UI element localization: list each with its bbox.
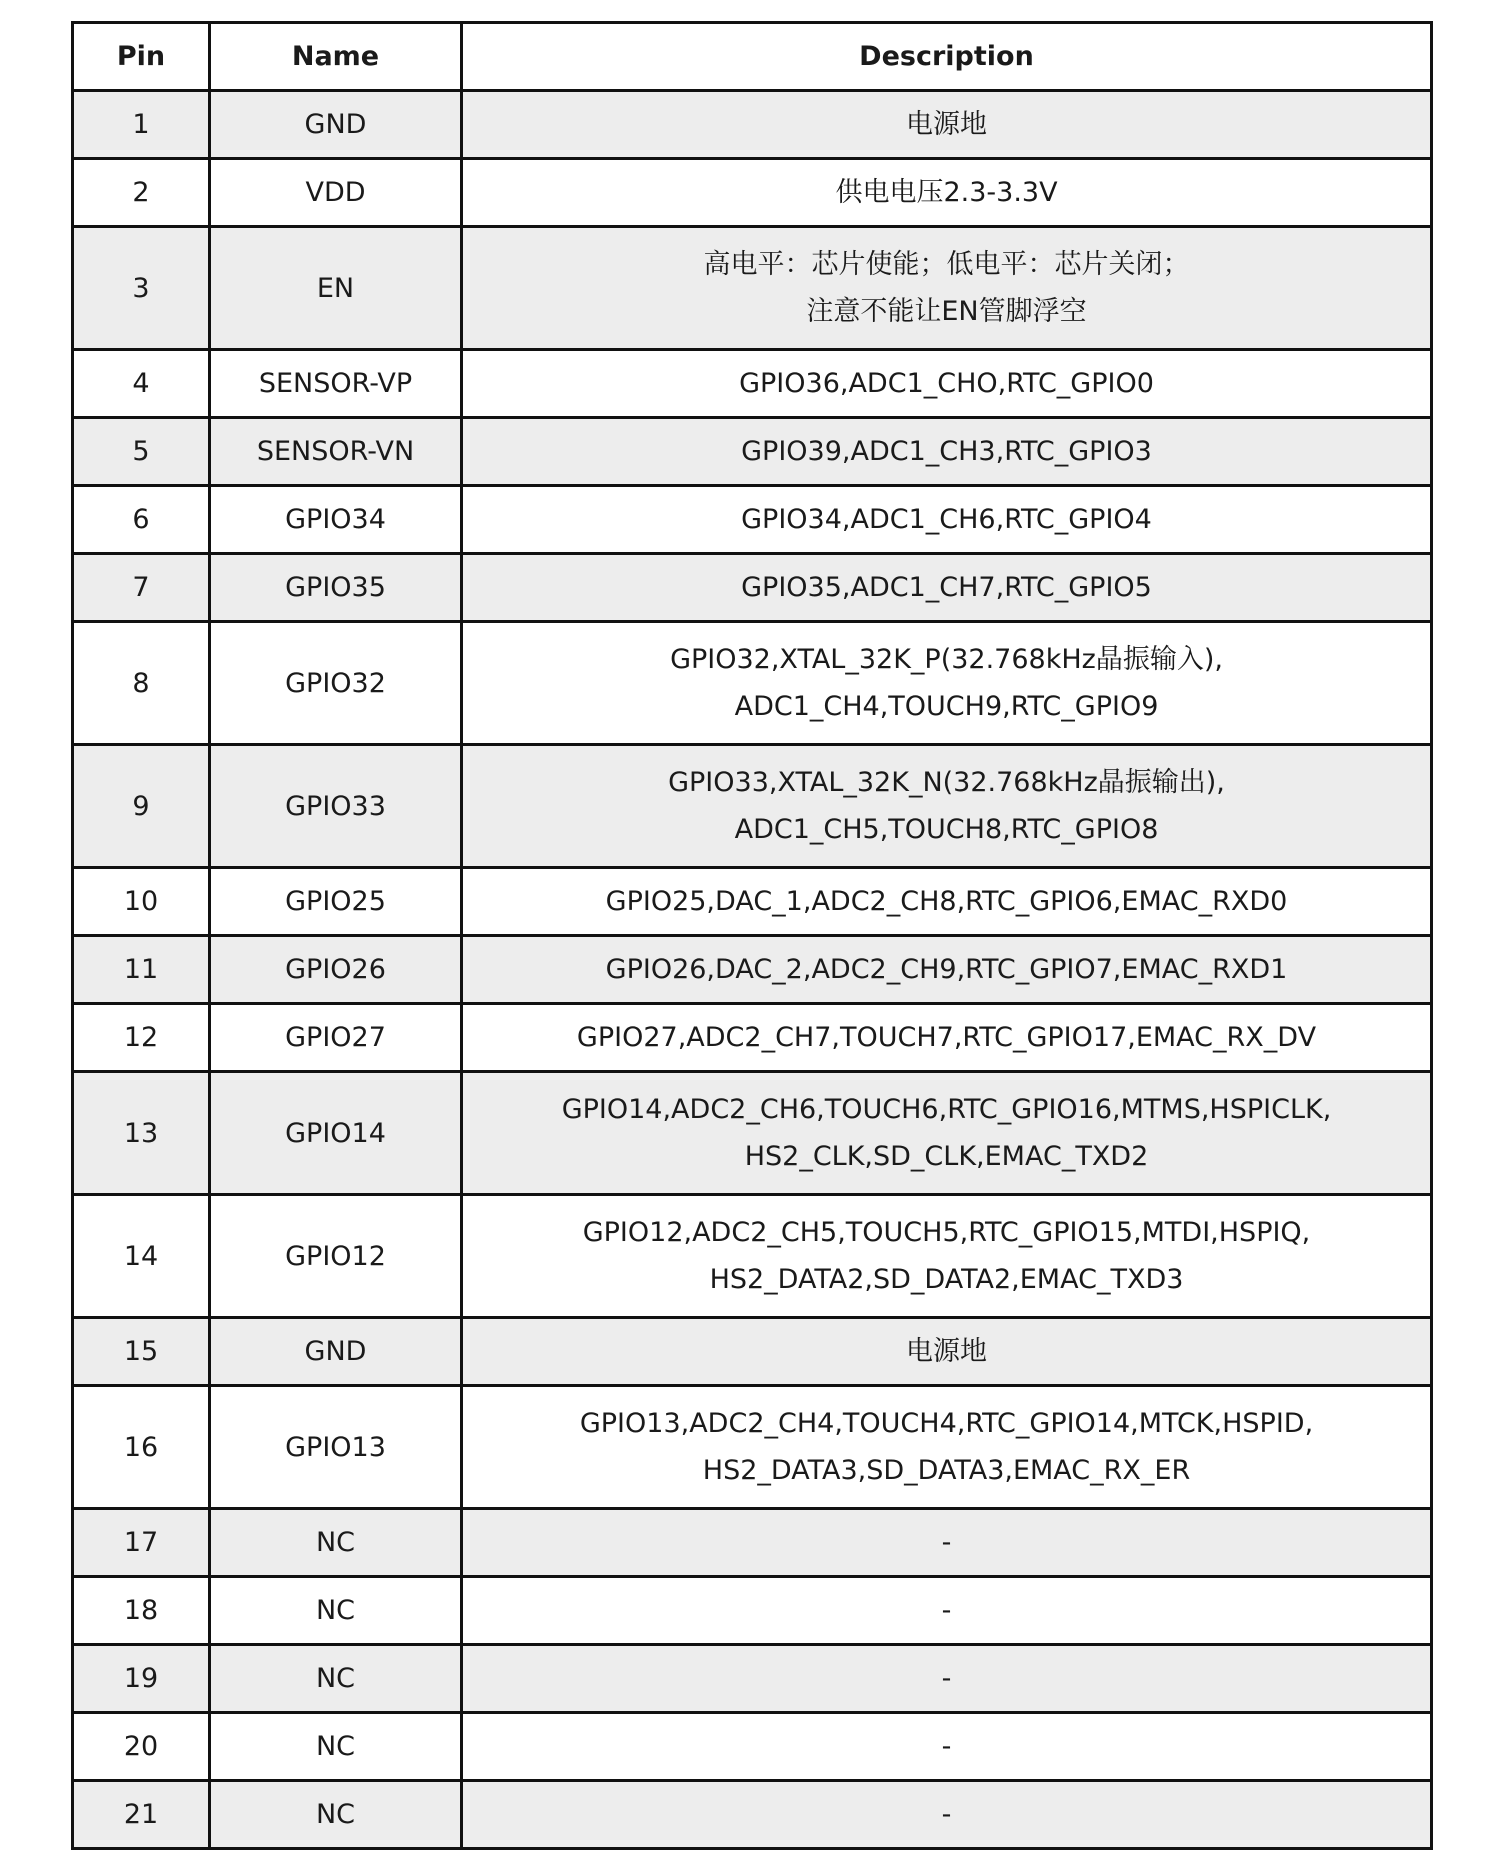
description-line: HS2_DATA3,SD_DATA3,EMAC_RX_ER bbox=[702, 1455, 1191, 1486]
table-row bbox=[73, 1577, 1432, 1645]
pin-name-cell: GND bbox=[210, 1318, 462, 1386]
table-row bbox=[73, 554, 1432, 622]
pin-description-cell bbox=[462, 1318, 1432, 1386]
pin-number-cell: 5 bbox=[73, 418, 210, 486]
pin-description-cell bbox=[462, 554, 1432, 622]
pin-description-cell bbox=[462, 1645, 1432, 1713]
description-line: 注意不能让EN管脚浮空 bbox=[806, 296, 1087, 327]
pin-name-cell: GPIO14 bbox=[210, 1072, 462, 1195]
pin-description-cell bbox=[462, 1004, 1432, 1072]
description-line: 电源地 bbox=[906, 1336, 987, 1367]
pin-description-cell bbox=[462, 936, 1432, 1004]
table-body bbox=[73, 91, 1432, 1849]
pin-name-cell: NC bbox=[210, 1577, 462, 1645]
table-header-row bbox=[73, 23, 1432, 91]
pin-name-cell: SENSOR-VN bbox=[210, 418, 462, 486]
pin-number-cell: 8 bbox=[73, 622, 210, 745]
pin-description-cell bbox=[462, 868, 1432, 936]
pin-name-cell: NC bbox=[210, 1713, 462, 1781]
pin-description-cell bbox=[462, 1509, 1432, 1577]
pin-name-cell: EN bbox=[210, 227, 462, 350]
pin-number-cell: 21 bbox=[73, 1781, 210, 1849]
description-line: GPIO25,DAC_1,ADC2_CH8,RTC_GPIO6,EMAC_RXD0 bbox=[605, 886, 1288, 917]
pin-name-cell: GPIO34 bbox=[210, 486, 462, 554]
description-line: - bbox=[941, 1663, 952, 1694]
description-line: GPIO35,ADC1_CH7,RTC_GPIO5 bbox=[741, 572, 1152, 603]
table-row bbox=[73, 1072, 1432, 1195]
pin-name-cell: GPIO27 bbox=[210, 1004, 462, 1072]
description-line: GPIO26,DAC_2,ADC2_CH9,RTC_GPIO7,EMAC_RXD1 bbox=[605, 954, 1288, 985]
description-line: HS2_CLK,SD_CLK,EMAC_TXD2 bbox=[744, 1141, 1149, 1172]
pin-name-cell: GPIO33 bbox=[210, 745, 462, 868]
pin-name-cell: NC bbox=[210, 1781, 462, 1849]
pin-name-cell: GPIO12 bbox=[210, 1195, 462, 1318]
pin-description-cell bbox=[462, 486, 1432, 554]
description-line: - bbox=[941, 1595, 952, 1626]
pin-description-cell bbox=[462, 1072, 1432, 1195]
description-line: 电源地 bbox=[906, 109, 987, 140]
header-name: Name bbox=[210, 23, 462, 91]
table-row bbox=[73, 1645, 1432, 1713]
pin-number-cell: 14 bbox=[73, 1195, 210, 1318]
pin-number-cell: 20 bbox=[73, 1713, 210, 1781]
pin-name-cell: NC bbox=[210, 1645, 462, 1713]
pin-name-cell: GPIO26 bbox=[210, 936, 462, 1004]
description-line: - bbox=[941, 1731, 952, 1762]
pin-description-cell bbox=[462, 159, 1432, 227]
pin-description-cell bbox=[462, 1781, 1432, 1849]
pin-description-cell bbox=[462, 1713, 1432, 1781]
description-line: 供电电压2.3-3.3V bbox=[835, 177, 1058, 208]
pin-name-cell: NC bbox=[210, 1509, 462, 1577]
pin-number-cell: 17 bbox=[73, 1509, 210, 1577]
pin-description-cell bbox=[462, 91, 1432, 159]
pin-name-cell: SENSOR-VP bbox=[210, 350, 462, 418]
description-line: - bbox=[941, 1527, 952, 1558]
description-line: GPIO33,XTAL_32K_N(32.768kHz晶振输出), bbox=[668, 767, 1225, 798]
table-row bbox=[73, 1195, 1432, 1318]
description-line: GPIO27,ADC2_CH7,TOUCH7,RTC_GPIO17,EMAC_RX_DV bbox=[576, 1022, 1317, 1053]
header-pin: Pin bbox=[73, 23, 210, 91]
pin-description-table bbox=[71, 21, 1433, 1850]
table-row bbox=[73, 159, 1432, 227]
pin-number-cell: 15 bbox=[73, 1318, 210, 1386]
table-row bbox=[73, 227, 1432, 350]
table-row bbox=[73, 1781, 1432, 1849]
pin-description-cell bbox=[462, 745, 1432, 868]
pin-description-cell bbox=[462, 1577, 1432, 1645]
table-row bbox=[73, 486, 1432, 554]
pin-number-cell: 9 bbox=[73, 745, 210, 868]
description-line: GPIO14,ADC2_CH6,TOUCH6,RTC_GPIO16,MTMS,HSPICLK, bbox=[561, 1094, 1332, 1125]
description-line: GPIO39,ADC1_CH3,RTC_GPIO3 bbox=[741, 436, 1152, 467]
pin-number-cell: 11 bbox=[73, 936, 210, 1004]
header-description: Description bbox=[462, 23, 1432, 91]
table-row bbox=[73, 350, 1432, 418]
description-line: GPIO34,ADC1_CH6,RTC_GPIO4 bbox=[741, 504, 1152, 535]
table-row bbox=[73, 1509, 1432, 1577]
description-line: HS2_DATA2,SD_DATA2,EMAC_TXD3 bbox=[709, 1264, 1184, 1295]
pin-number-cell: 7 bbox=[73, 554, 210, 622]
pin-name-cell: GPIO25 bbox=[210, 868, 462, 936]
pin-number-cell: 4 bbox=[73, 350, 210, 418]
pin-description-cell bbox=[462, 1195, 1432, 1318]
table-row bbox=[73, 91, 1432, 159]
pin-name-cell: GND bbox=[210, 91, 462, 159]
pin-number-cell: 10 bbox=[73, 868, 210, 936]
description-line: - bbox=[941, 1799, 952, 1830]
table-row bbox=[73, 936, 1432, 1004]
pin-number-cell: 12 bbox=[73, 1004, 210, 1072]
description-line: ADC1_CH4,TOUCH9,RTC_GPIO9 bbox=[734, 691, 1159, 722]
table-row bbox=[73, 1318, 1432, 1386]
pin-name-cell: GPIO35 bbox=[210, 554, 462, 622]
pin-name-cell: VDD bbox=[210, 159, 462, 227]
table-row bbox=[73, 622, 1432, 745]
pin-description-cell bbox=[462, 227, 1432, 350]
pin-description-cell bbox=[462, 1386, 1432, 1509]
pin-description-cell bbox=[462, 418, 1432, 486]
description-line: GPIO13,ADC2_CH4,TOUCH4,RTC_GPIO14,MTCK,HSPID, bbox=[579, 1408, 1314, 1439]
table-row bbox=[73, 745, 1432, 868]
table-row bbox=[73, 418, 1432, 486]
document-page bbox=[71, 21, 1430, 1850]
table-row bbox=[73, 1713, 1432, 1781]
table-row bbox=[73, 1386, 1432, 1509]
description-line: GPIO32,XTAL_32K_P(32.768kHz晶振输入), bbox=[670, 644, 1223, 675]
pin-description-cell bbox=[462, 622, 1432, 745]
description-line: GPIO36,ADC1_CHO,RTC_GPIO0 bbox=[739, 368, 1154, 399]
pin-number-cell: 2 bbox=[73, 159, 210, 227]
description-line: 高电平：芯片使能；低电平：芯片关闭； bbox=[703, 249, 1190, 280]
pin-number-cell: 6 bbox=[73, 486, 210, 554]
pin-number-cell: 3 bbox=[73, 227, 210, 350]
pin-number-cell: 19 bbox=[73, 1645, 210, 1713]
description-line: GPIO12,ADC2_CH5,TOUCH5,RTC_GPIO15,MTDI,HSPIQ, bbox=[582, 1217, 1311, 1248]
pin-name-cell: GPIO13 bbox=[210, 1386, 462, 1509]
pin-number-cell: 13 bbox=[73, 1072, 210, 1195]
pin-number-cell: 1 bbox=[73, 91, 210, 159]
table-row bbox=[73, 868, 1432, 936]
pin-description-cell bbox=[462, 350, 1432, 418]
pin-name-cell: GPIO32 bbox=[210, 622, 462, 745]
pin-number-cell: 16 bbox=[73, 1386, 210, 1509]
pin-number-cell: 18 bbox=[73, 1577, 210, 1645]
description-line: ADC1_CH5,TOUCH8,RTC_GPIO8 bbox=[734, 814, 1159, 845]
table-row bbox=[73, 1004, 1432, 1072]
